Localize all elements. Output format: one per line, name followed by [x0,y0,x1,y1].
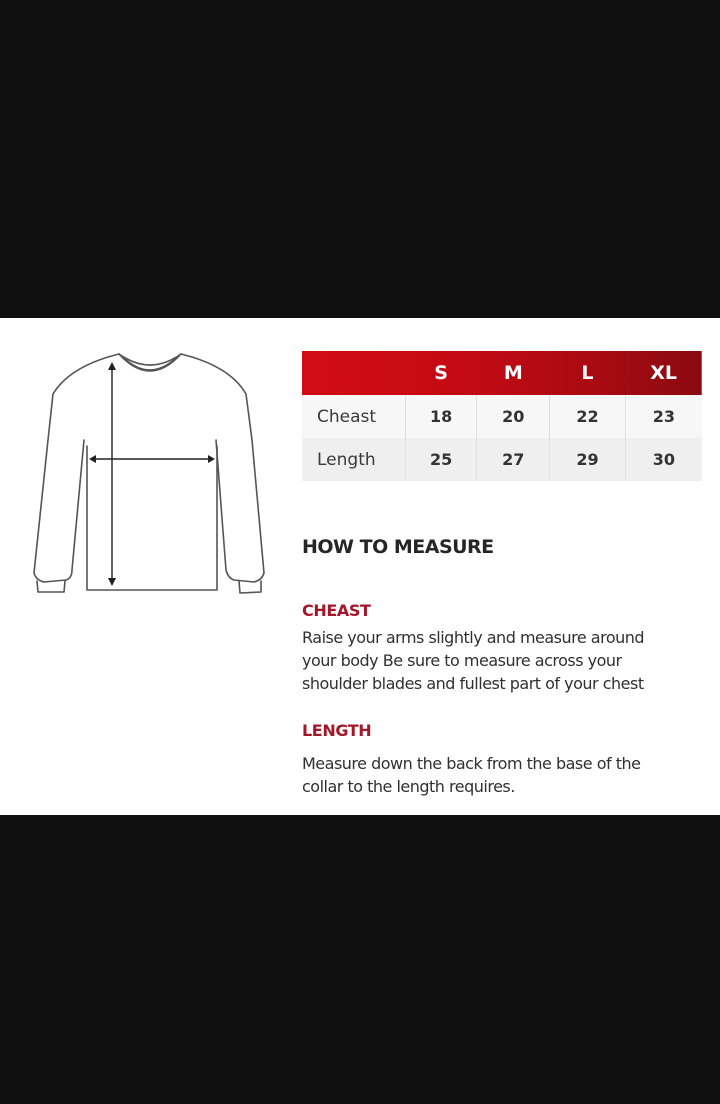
header-size-l: L [581,362,594,384]
chest-section-label: CHEAST [302,601,371,620]
instruction-line: your body Be sure to measure across your [302,651,622,670]
header-blank [302,351,405,395]
header-size-m: M [503,362,523,384]
length-arrow-icon [108,362,116,586]
cell-value: 18 [405,395,477,438]
chest-arrow-icon [89,455,215,463]
size-guide-panel [0,318,720,815]
cell-value: 27 [477,438,550,481]
table-row-length [302,438,702,481]
row-label: Length [317,449,376,470]
instruction-line: shoulder blades and fullest part of your chest [302,674,644,693]
cell-value: 22 [550,395,626,438]
how-to-measure-heading: HOW TO MEASURE [302,536,494,558]
instruction-line: collar to the length requires. [302,777,515,796]
cell-value: 29 [550,438,626,481]
cell-value: 30 [625,438,702,481]
row-label: Cheast [317,406,377,427]
size-chart-table [302,351,702,481]
header-size-s: S [434,362,448,384]
cell-value: 23 [625,395,702,438]
cell-value: 25 [405,438,477,481]
length-instructions [302,752,702,798]
instruction-line: Measure down the back from the base of the [302,754,641,773]
length-section-label: LENGTH [302,721,372,740]
long-sleeve-shirt-icon [20,330,280,610]
cell-value: 20 [477,395,550,438]
table-row-chest [302,395,702,438]
instruction-line: Raise your arms slightly and measure around [302,628,645,647]
chest-instructions [302,626,702,695]
size-header-row [302,351,702,395]
header-size-xl: XL [650,362,678,384]
